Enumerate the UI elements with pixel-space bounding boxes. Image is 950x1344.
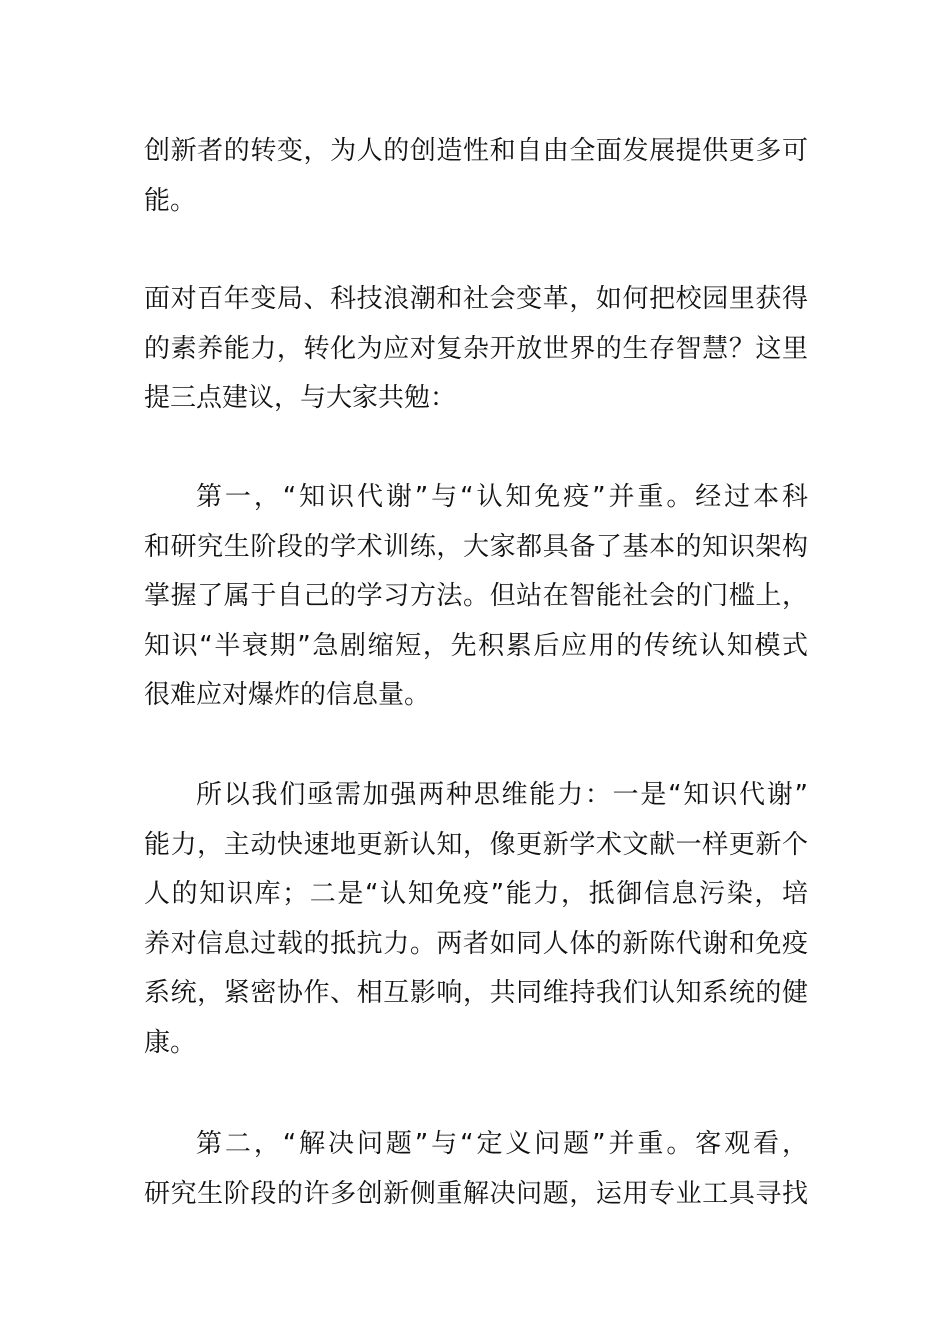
paragraph-4-line-4: 养对信息过载的抵抗力。两者如同人体的新陈代谢和免疫 — [144, 928, 808, 959]
paragraph-5 — [144, 1120, 808, 1219]
paragraph-4 — [144, 771, 808, 1068]
paragraph-4-line-1: 所以我们亟需加强两种思维能力：一是“知识代谢” — [196, 780, 808, 810]
paragraph-3-line-1: 第一，“知识代谢”与“认知免疫”并重。经过本科 — [196, 482, 808, 512]
paragraph-5-line-1: 第二，“解决问题”与“定义问题”并重。客观看， — [196, 1129, 808, 1159]
paragraph-3-line-4: 知识“半衰期”急剧缩短，先积累后应用的传统认知模式 — [144, 630, 808, 661]
paragraph-3-line-3: 掌握了属于自己的学习方法。但站在智能社会的门槛上， — [144, 581, 808, 611]
paragraph-1-line-1: 创新者的转变，为人的创造性和自由全面发展提供更多可 — [144, 136, 808, 166]
paragraph-1-line-2: 能。 — [144, 185, 197, 216]
paragraph-4-line-2: 能力，主动快速地更新认知，像更新学术文献一样更新个 — [144, 829, 808, 860]
paragraph-2-line-3: 提三点建议，与大家共勉： — [144, 383, 457, 413]
paragraph-4-line-6: 康。 — [144, 1027, 197, 1058]
paragraph-2-line-1: 面对百年变局、科技浪潮和社会变革，如何把校园里获得 — [144, 284, 808, 314]
paragraph-2-line-2: 的素养能力，转化为应对复杂开放世界的生存智慧？这里 — [144, 333, 808, 364]
paragraph-2 — [144, 275, 808, 424]
paragraph-4-line-5: 系统，紧密协作、相互影响，共同维持我们认知系统的健 — [144, 978, 808, 1008]
paragraph-3 — [144, 473, 808, 721]
paragraph-4-line-3: 人的知识库；二是“认知免疫”能力，抵御信息污染，培 — [144, 879, 808, 909]
paragraph-3-line-5: 很难应对爆炸的信息量。 — [144, 680, 431, 710]
paragraph-5-line-2: 研究生阶段的许多创新侧重解决问题，运用专业工具寻找 — [144, 1178, 808, 1209]
paragraph-3-line-2: 和研究生阶段的学术训练，大家都具备了基本的知识架构 — [144, 531, 808, 562]
paragraph-1 — [144, 127, 808, 226]
